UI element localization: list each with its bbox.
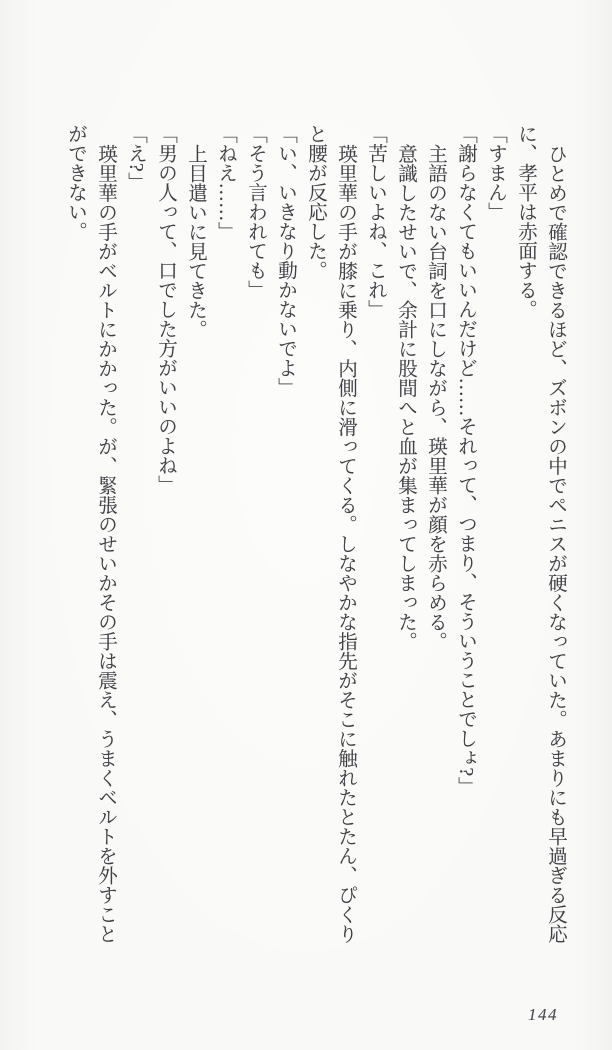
- text-column: 「え?」: [125, 124, 146, 192]
- text-column: 意識したせいで、余計に股間へと血が集まってしまった。: [395, 143, 416, 651]
- text-column: 「そう言われても」: [245, 124, 266, 300]
- text-column: 「謝らなくてもいいんだけど……それって、つまり、そういうことでしょ?」: [455, 124, 476, 796]
- text-column: 「ねえ……」: [215, 124, 236, 241]
- text-column: 「い、いきなり動かないでよ」: [275, 124, 296, 397]
- text-column: 主語のない台詞を口にしながら、瑛里華が顔を赤らめる。: [425, 143, 446, 651]
- page-text-block: [60, 124, 570, 962]
- text-column: に、孝平は赤面する。: [515, 124, 536, 319]
- text-column: 上目遣いに見てきた。: [185, 143, 206, 339]
- text-column: 瑛里華の手が膝に乗り、内側に滑ってくる。しなやかな指先がそこに触れたとたん、ぴくり: [335, 143, 356, 943]
- text-column: ができない。: [65, 124, 86, 241]
- text-column: 「苦しいよね、これ」: [365, 124, 386, 319]
- text-column: 瑛里華の手がベルトにかかった。が、緊張のせいかその手は震え、うまくベルトを外すこと: [95, 143, 116, 943]
- text-column: ひとめで確認できるほど、ズボンの中でペニスが硬くなっていた。あまりにも早過ぎる反応: [545, 143, 566, 943]
- text-column: 「男の人って、口でした方がいいのよね」: [155, 124, 176, 495]
- text-column: 「すまん」: [485, 124, 506, 222]
- page-number: 144: [528, 1005, 558, 1024]
- text-column: と腰が反応した。: [305, 124, 326, 280]
